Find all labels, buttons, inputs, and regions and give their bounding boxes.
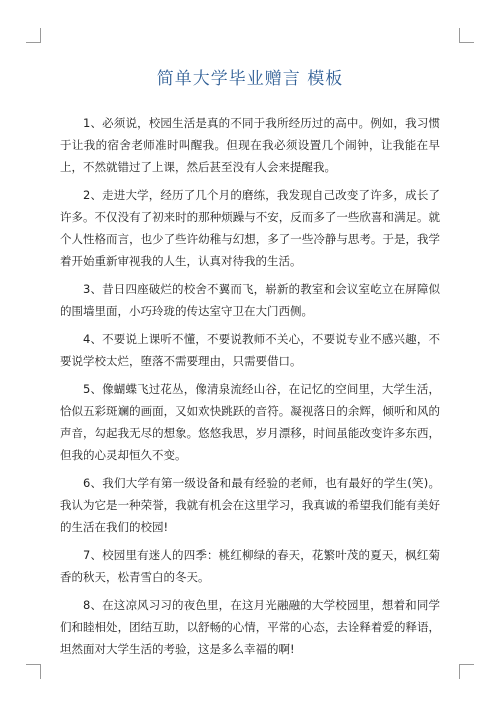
paragraph-1: 1、必须说，校园生活是真的不同于我所经历过的高中。例如，我习惯于让我的宿舍老师准时叫醒我。但现在我必须设置几个闹钟，让我能在早上，不然就错过了上课，然后甚至没有人会来提醒我。: [60, 116, 440, 174]
paragraph-7: 7、校园里有迷人的四季：桃红柳绿的春天，花繁叶茂的夏天，枫红菊香的秋天，松青雪白的冬天。: [60, 548, 440, 584]
document-title: 简单大学毕业赠言 模板: [156, 69, 344, 89]
paragraph-8: 8、在这凉风习习的夜色里，在这月光融融的大学校园里，想着和同学们和睦相处，团结互助，以舒畅的心情，平常的心态，去诠释着爱的释语，坦然面对大学生活的考验，这是多么幸福的啊!: [60, 598, 440, 656]
paragraph-2: 2、走进大学，经历了几个月的磨练，我发现自己改变了许多，成长了许多。不仅没有了初来时的那种烦躁与不安，反而多了一些欣喜和满足。就个人性格而言，也少了些许幼稚与幻想，多了一些冷静与思考。于是，我学着开始重新审视我的人生，认真对待我的生活。: [60, 188, 440, 268]
page-corner-mark-bottom-left: [26, 664, 41, 679]
page-corner-mark-top-left: [26, 28, 41, 43]
paragraph-3: 3、昔日四座破烂的校舍不翼而飞，崭新的教室和会议室屹立在屏障似的围墙里面，小巧玲珑的传达室守卫在大门西侧。: [60, 282, 440, 318]
paragraph-4: 4、不要说上课听不懂，不要说教师不关心，不要说专业不感兴趣，不要说学校太烂，堕落不需要理由，只需要借口。: [60, 332, 440, 368]
document-body: [60, 112, 440, 666]
paragraph-6: 6、我们大学有第一级设备和最有经验的老师，也有最好的学生(笑)。我认为它是一种荣誉，我就有机会在这里学习，我真诚的希望我们能有美好的生活在我们的校园!: [60, 476, 440, 534]
paragraph-5: 5、像蝴蝶飞过花丛，像清泉流经山谷，在记忆的空间里，大学生活，恰似五彩斑斓的画面，又如欢快跳跃的音符。凝视落日的余辉，倾听和风的声音，勾起我无尽的想象。悠悠我思，岁月漂移，时间虽能改变许多东西，但我的心灵却恒久不变。: [60, 382, 440, 462]
page-corner-mark-top-right: [459, 28, 474, 43]
page-corner-mark-bottom-right: [459, 664, 474, 679]
